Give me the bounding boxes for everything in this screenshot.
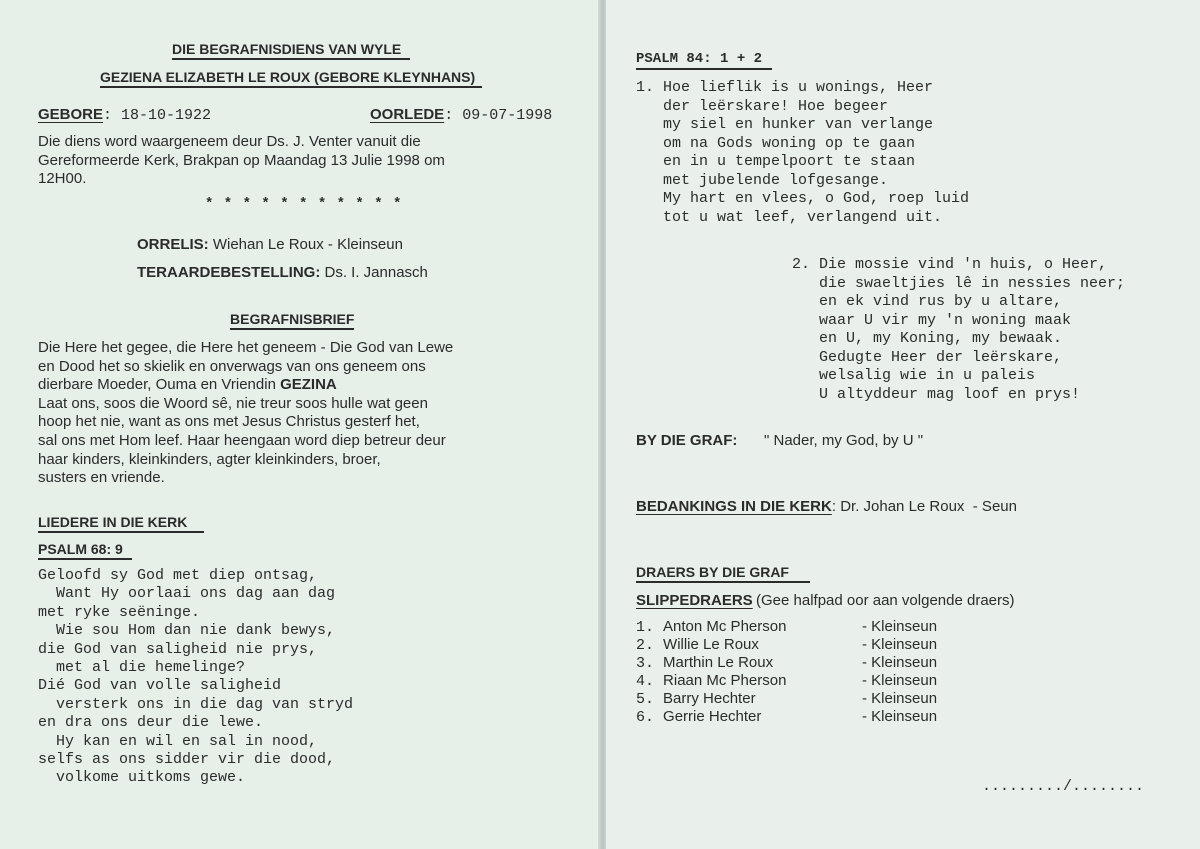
thanks-value: : Dr. Johan Le Roux - Seun [831,498,1017,515]
service-title: DIE BEGRAFNISDIENS VAN WYLE [172,41,402,57]
service-details: Die diens word waargeneem deur Ds. J. Venter vanuit die Gereformeerde Kerk, Brakpan op Maandag 13 Julie 1998 om 12H00. [38,133,445,187]
bearer-number: 1. [636,619,655,636]
bearer-name: Gerrie Hechter [663,708,762,725]
psalm68-underline [38,558,132,560]
born-label: GEBORE [38,106,104,123]
letter-heading: BEGRAFNISBRIEF [230,311,355,327]
organist-line [137,236,403,254]
psalm84-verse1: 1. Hoe lieflik is u wonings, Heer der leërskare! Hoe begeer my siel en hunker van verlange om na Gods woning op te gaan en in u tempelpoort te staan met jubelende lofgesange. My hart en vlees, o God, roep luid tot u wat leef, verlangend uit. [636,79,970,226]
grave-song [636,432,924,450]
bearers-list [636,618,996,738]
letter-heading-underline [230,328,354,330]
bearer-relation: - Kleinseun [862,636,938,653]
organ-label: ORRELIS: [137,236,209,253]
name-underline [100,86,482,88]
list-item [636,618,938,636]
bearer-relation: - Kleinseun [862,654,938,671]
died-value: : 09-07-1998 [444,107,553,124]
bearer-name: Willie Le Roux [663,636,759,653]
pall-bearers-line [636,592,1015,610]
bearer-number: 3. [636,655,655,672]
deceased-name: GEZIENA ELIZABETH LE ROUX (GEBORE KLEYNHANS) [100,69,476,85]
birth-date [38,106,211,124]
burial-line [137,264,428,282]
letter-intro: Die Here het gegee, die Here het geneem - Die God van Lewe en Dood het so skielik en onverwags van ons geneem ons dierbare Moeder, Ouma en Vriendin [38,339,454,394]
death-date [370,106,552,124]
psalm84-verse2: 2. Die mossie vind 'n huis, o Heer, die swaeltjies lê in nessies neer; en ek vind rus by u altare, waar U vir my 'n woning maak en U, my Koning, my bewaak. Gedugte Heer der leërskare, welsalig wie in u paleis U altyddeur mag loof en prys! [792,256,1126,403]
bearers-underline [636,581,810,583]
burial-label: TERAARDEBESTELLING: [137,264,321,281]
bearer-relation: - Kleinseun [862,672,938,689]
letter-name: GEZINA [280,376,337,394]
bearer-name: Anton Mc Pherson [663,618,787,635]
songs-heading-underline [38,531,204,533]
bearer-relation: - Kleinseun [862,618,938,635]
pall-note: (Gee halfpad oor aan volgende draers) [756,592,1015,609]
thanks-line [636,498,1017,516]
bearer-number: 4. [636,673,655,690]
born-value: : 18-10-1922 [103,107,212,124]
list-item [636,636,938,654]
continued-marker: ........./........ [982,778,1145,795]
funeral-letter [38,339,453,488]
died-label: OORLEDE [370,106,445,123]
burial-value: Ds. I. Jannasch [320,264,428,281]
bearer-name: Riaan Mc Pherson [663,672,787,689]
songs-heading: LIEDERE IN DIE KERK [38,514,188,530]
bearer-number: 6. [636,709,655,726]
bearer-relation: - Kleinseun [862,690,938,707]
thanks-label: BEDANKINGS IN DIE KERK [636,498,832,515]
list-item [636,672,938,690]
bearer-number: 5. [636,691,655,708]
star-divider: * * * * * * * * * * * [205,196,403,212]
bearer-name: Marthin Le Roux [663,654,774,671]
list-item [636,690,938,708]
pall-label: SLIPPEDRAERS [636,592,753,609]
right-page [606,0,1200,849]
letter-body: Laat ons, soos die Woord sê, nie treur soos hulle wat geen hoop het nie, want as ons met Jesus Christus gesterf het, sal ons met Hom leef. Haar heengaan word diep betreur deur haar kinders, kleinkinders, agter kleinkinders, broer, susters en vriende. [38,394,446,487]
list-item [636,654,938,672]
bearer-name: Barry Hechter [663,690,756,707]
organ-value: Wiehan Le Roux - Kleinseun [208,236,403,253]
psalm84-underline [636,68,772,70]
bearer-number: 2. [636,637,655,654]
bearer-relation: - Kleinseun [862,708,938,725]
psalm68-heading: PSALM 68: 9 [38,541,123,557]
grave-label: BY DIE GRAF: [636,432,738,449]
bearers-heading: DRAERS BY DIE GRAF [636,564,789,580]
psalm68-text: Geloofd sy God met diep ontsag, Want Hy oorlaai ons dag aan dag met ryke seëninge. Wie sou Hom dan nie dank bewys, die God van saligheid nie prys, met al die hemelinge? Dié God van volle saligheid versterk ons in die dag van stryd en dra ons deur die lewe. Hy kan en wil en sal in nood, selfs as ons sidder vir die dood, volkome uitkoms gewe. [38,567,354,787]
psalm84-heading: PSALM 84: 1 + 2 [636,51,763,67]
title-underline [172,58,410,60]
list-item [636,708,938,726]
grave-value: " Nader, my God, by U " [764,432,924,449]
